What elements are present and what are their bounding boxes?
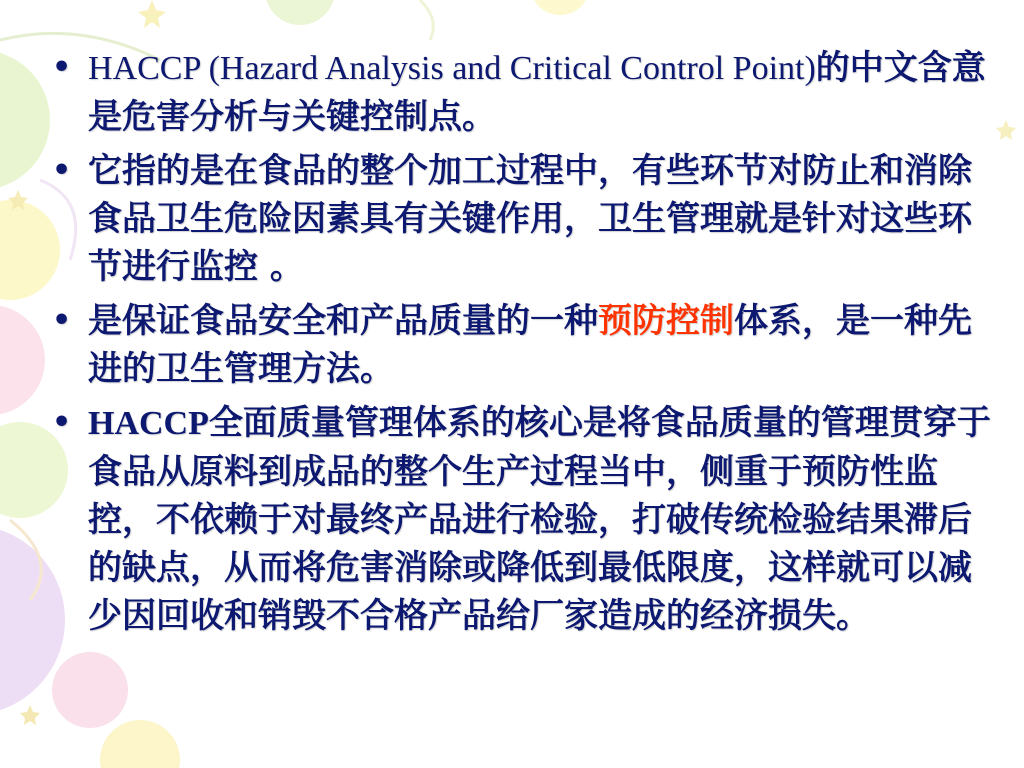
- bullet-icon: •: [52, 303, 72, 338]
- bullet-item-prevention-system: [48, 297, 998, 393]
- bullet-item-quality-management: [48, 399, 998, 640]
- decor-circle-pink: [0, 305, 45, 415]
- decor-star-1: [138, 0, 166, 28]
- decor-circle-green: [0, 50, 50, 190]
- haccp-meaning: 的中文含意是危害分析与关键控制点。: [88, 48, 986, 137]
- decor-circle-top-yellow: [530, 0, 590, 15]
- process-control-text: 它指的是在食品的整个加工过程中，有些环节对防止和消除食品卫生危险因素具有关键作用，卫生管理就是针对这些环节进行监控 。: [88, 151, 972, 287]
- quality-management-text: 全面质量管理体系的核心是将食品质量的管理贯穿于食品从原料到成品的整个生产过程当中，侧重于预防性监控，不依赖于对最终产品进行检验，打破传统检验结果滞后的缺点，从而将危害消除或降低到最低限度，这样就可以减少因回收和销毁不合格产品给厂家造成的经济损失。: [88, 403, 991, 636]
- prevention-highlight: 预防控制: [598, 301, 734, 341]
- decor-curve-4: [420, 0, 433, 40]
- decor-star-4: [996, 120, 1016, 140]
- decor-circle-yellow-bottom: [100, 720, 180, 768]
- decor-circle-pink-small: [52, 652, 128, 728]
- bullet-icon: •: [52, 405, 72, 440]
- bullet-list: [48, 44, 998, 646]
- bullet-item-process-control: [48, 147, 998, 291]
- haccp-full-name: HACCP (Hazard Analysis and Critical Control Point): [88, 50, 816, 87]
- prevention-text-after: 体系，是一种先进的卫生管理方法。: [88, 301, 972, 389]
- prevention-text-before: 是保证食品安全和产品质量的一种: [88, 301, 598, 341]
- decor-star-3: [20, 705, 40, 725]
- haccp-abbrev: HACCP: [88, 405, 209, 442]
- bullet-icon: •: [52, 50, 72, 85]
- decor-circle-top-green: [265, 0, 335, 25]
- bullet-icon: •: [52, 153, 72, 188]
- bullet-item-haccp-definition: [48, 44, 998, 141]
